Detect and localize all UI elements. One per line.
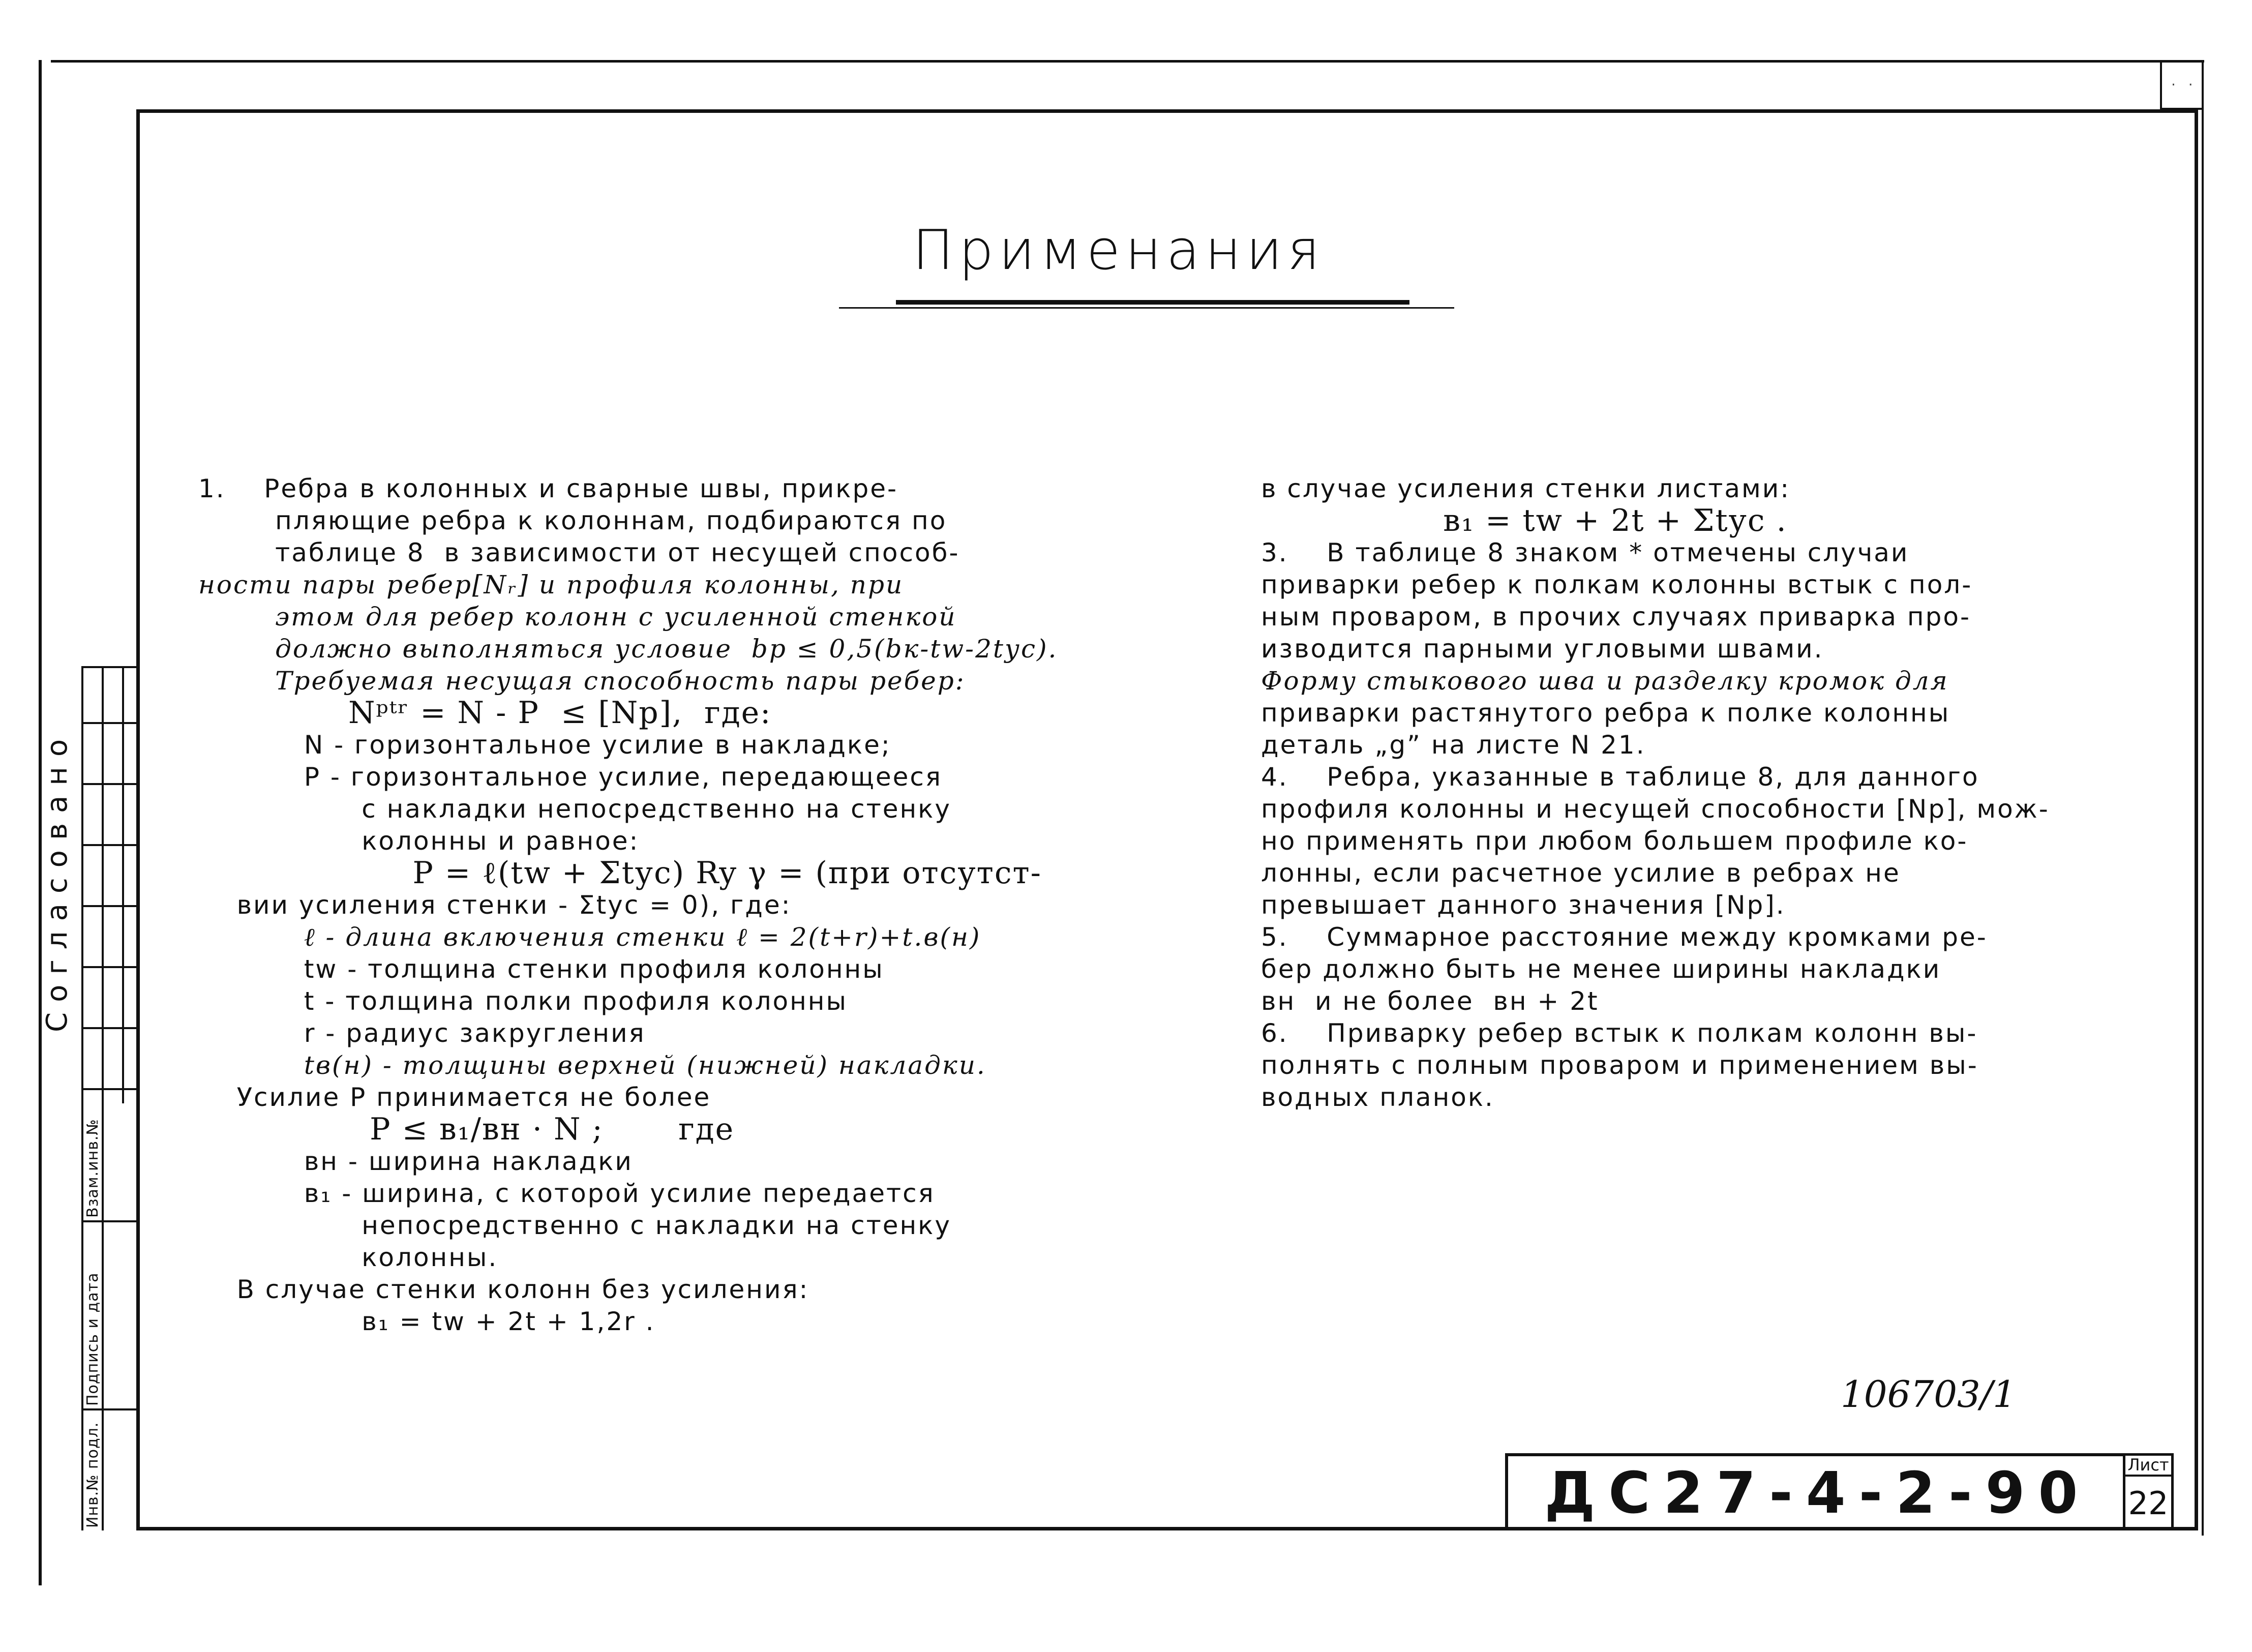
note-line: 5. Суммарное расстояние между кромками ре- bbox=[1261, 922, 1988, 952]
note-line: деталь „g” на листе N 21. bbox=[1261, 730, 1646, 760]
notes-left-column bbox=[198, 473, 1159, 1338]
strip-line bbox=[81, 666, 140, 668]
right-border bbox=[2202, 61, 2204, 1536]
strip-line bbox=[81, 722, 140, 724]
note-line: Усилие P принимается не более bbox=[198, 1083, 711, 1112]
page-title: Применания bbox=[912, 219, 1325, 282]
strip-line bbox=[81, 1088, 140, 1090]
strip-line bbox=[81, 1220, 140, 1222]
note-line: бер должно быть не менее ширины накладки bbox=[1261, 954, 1941, 984]
strip-line bbox=[81, 844, 140, 846]
note-line: в₁ = tw + 2t + 1,2r . bbox=[198, 1307, 655, 1336]
note-line: профиля колонны и несущей способности [Nр], мож- bbox=[1261, 794, 2050, 824]
note-line: Форму стыкового шва и разделку кромок для bbox=[1261, 666, 1949, 696]
note-line: в₁ - ширина, с которой усилие передается bbox=[198, 1179, 935, 1208]
notes-right-column bbox=[1261, 473, 2171, 1114]
strip-line bbox=[81, 666, 83, 1530]
sign-date-label: Подпись и дата bbox=[84, 1272, 102, 1406]
note-line: но применять при любом большем профиле ко- bbox=[1261, 826, 1968, 856]
document-code: ДС27-4-2-90 bbox=[1544, 1460, 2091, 1526]
note-line: таблице 8 в зависимости от несущей способ- bbox=[198, 538, 960, 567]
note-line: 3. В таблице 8 знаком * отмечены случаи bbox=[1261, 538, 1909, 567]
note-line: ℓ - длина включения стенки ℓ = 2(t+r)+t.в(н) bbox=[198, 922, 981, 952]
formula-line: Nᵖᵗʳ = N - P ≤ [Nр], где: bbox=[198, 695, 772, 731]
strip-line bbox=[102, 666, 104, 1530]
note-line: tw - толщина стенки профиля колонны bbox=[198, 954, 884, 984]
note-line: с накладки непосредственно на стенку bbox=[198, 794, 951, 824]
note-line: В случае стенки колонн без усиления: bbox=[198, 1275, 809, 1304]
strip-line bbox=[81, 1408, 140, 1410]
formula-line: в₁ = tw + 2t + Σtус . bbox=[1261, 503, 1787, 538]
note-line: в случае усиления стенки листами: bbox=[1261, 474, 1791, 503]
note-line: лонны, если расчетное усилие в ребрах не bbox=[1261, 858, 1901, 888]
formula-line: P = ℓ(tw + Σtус) Ry γ = (при отсутст- bbox=[198, 855, 1042, 891]
note-line: t - толщина полки профиля колонны bbox=[198, 986, 848, 1016]
note-line: P - горизонтальное усилие, передающееся bbox=[198, 762, 942, 792]
note-line: 4. Ребра, указанные в таблице 8, для данного bbox=[1261, 762, 1979, 792]
note-line: ности пары ребер[Nᵣ] и профиля колонны, при bbox=[198, 570, 904, 599]
note-line: должно выполняться условие bр ≤ 0,5(bк-tw-2tус). bbox=[198, 634, 1058, 664]
note-line: приварки растянутого ребра к полке колонны bbox=[1261, 698, 1950, 728]
note-line: 6. Приварку ребер встык к полкам колонн вы- bbox=[1261, 1018, 1978, 1048]
strip-line bbox=[81, 905, 140, 907]
note-line: Требуемая несущая способность пары ребер: bbox=[198, 666, 966, 696]
note-line: ным проваром, в прочих случаях приварка про- bbox=[1261, 602, 1971, 632]
note-line: приварки ребер к полкам колонны встык с пол- bbox=[1261, 570, 1973, 599]
inventory-number: 106703/1 bbox=[1841, 1373, 2016, 1416]
strip-line bbox=[81, 1027, 140, 1029]
note-line: этом для ребер колонн с усиленной стенкой bbox=[198, 602, 957, 632]
strip-line bbox=[81, 966, 140, 968]
note-line: r - радиус закругления bbox=[198, 1018, 646, 1048]
outer-border-top bbox=[51, 60, 2204, 63]
agreed-label: Согласовано bbox=[41, 729, 74, 1032]
note-line: tв(н) - толщины верхней (нижней) накладки. bbox=[198, 1050, 986, 1080]
inv-orig-label: Инв.№ подл. bbox=[84, 1422, 102, 1528]
sheet-label: Лист bbox=[2125, 1455, 2171, 1477]
sheet-number: 22 bbox=[2128, 1485, 2169, 1522]
note-line: пляющие ребра к колоннам, подбираются по bbox=[198, 506, 947, 535]
strip-line bbox=[81, 783, 140, 785]
note-line: непосредственно с накладки на стенку bbox=[198, 1211, 951, 1240]
note-line: N - горизонтальное усилие в накладке; bbox=[198, 730, 891, 760]
title-underline bbox=[896, 300, 1409, 305]
note-line: 1. Ребра в колонных и сварные швы, прикре- bbox=[198, 474, 898, 503]
note-line: изводится парными угловыми швами. bbox=[1261, 634, 1824, 664]
note-line: вн - ширина накладки bbox=[198, 1147, 633, 1176]
note-line: вн и не более вн + 2t bbox=[1261, 986, 1599, 1016]
note-line: полнять с полным проваром и применением вы- bbox=[1261, 1050, 1978, 1080]
note-line: колонны и равное: bbox=[198, 826, 640, 856]
corner-marks: · · bbox=[2171, 76, 2197, 93]
title-underline-thin bbox=[839, 307, 1454, 309]
note-line: водных планок. bbox=[1261, 1083, 1494, 1112]
note-line: колонны. bbox=[198, 1243, 498, 1272]
replace-inv-label: Взам.инв.№ bbox=[84, 1119, 102, 1218]
note-line: превышает данного значения [Nр]. bbox=[1261, 890, 1786, 920]
strip-line bbox=[122, 666, 124, 1103]
note-line: вии усиления стенки - Σtус = 0), где: bbox=[198, 890, 792, 920]
formula-line: P ≤ в₁/вн · N ; где bbox=[198, 1112, 735, 1147]
